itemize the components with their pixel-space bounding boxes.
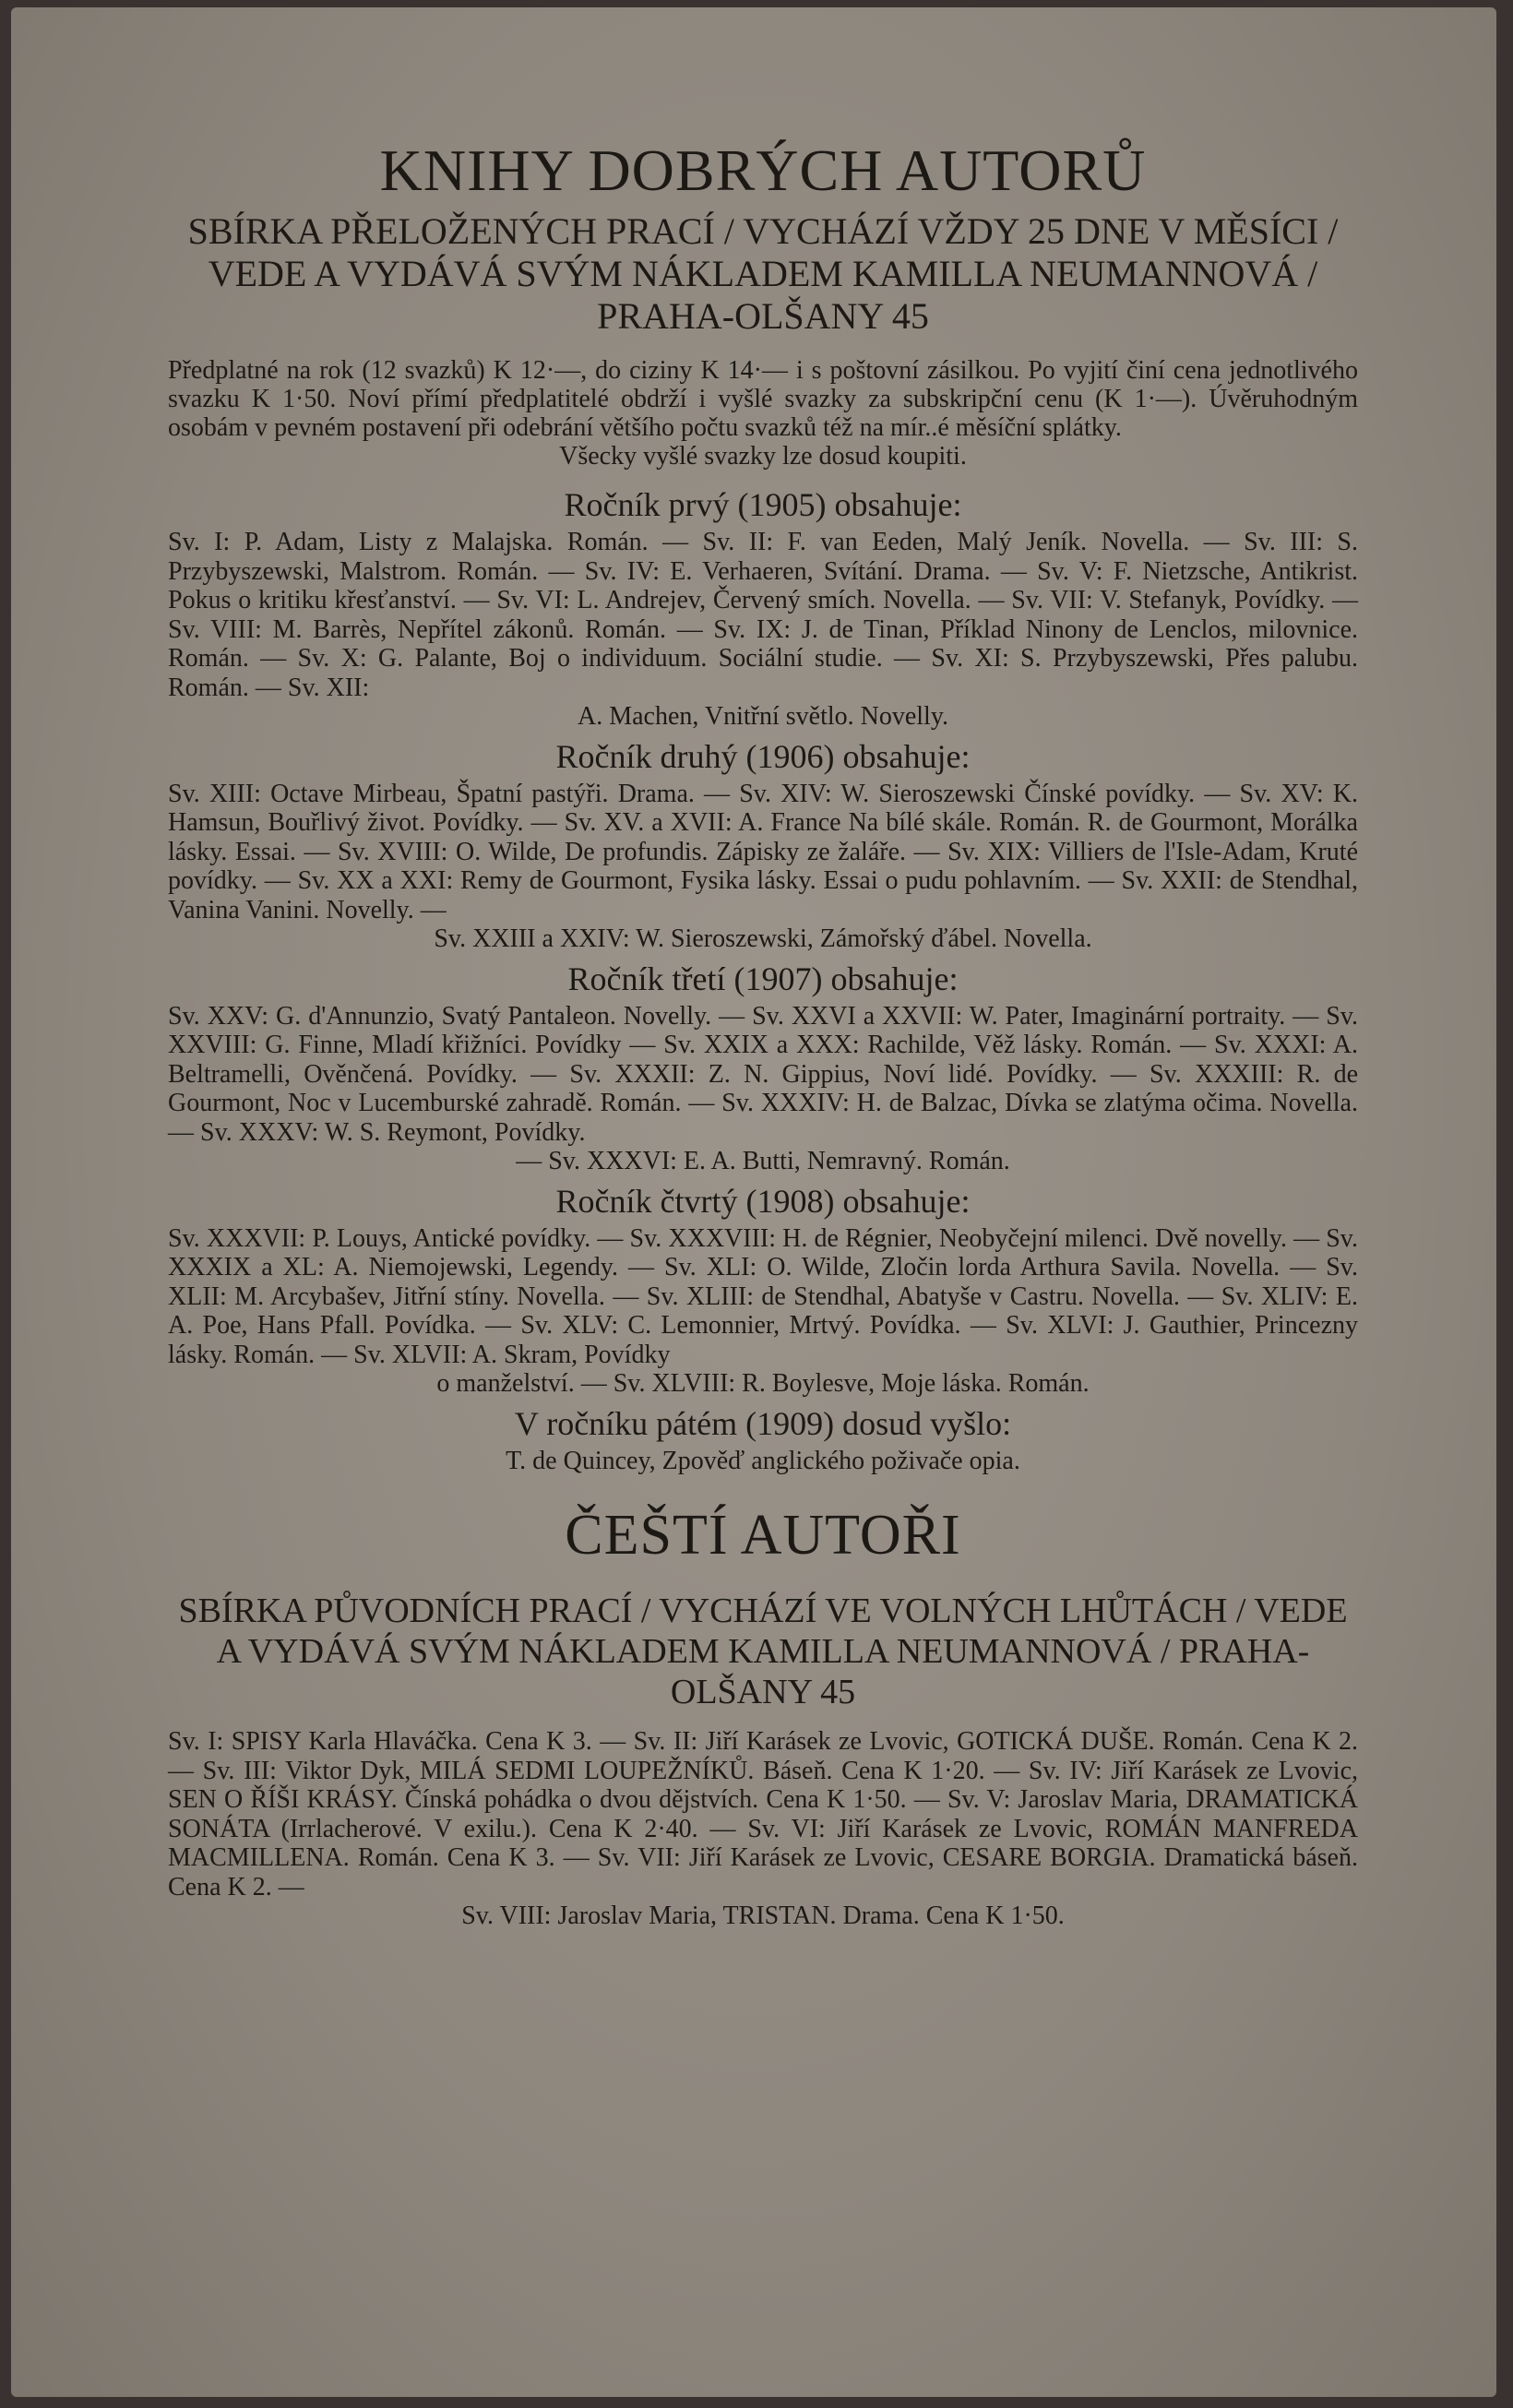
year-contents	[168, 1224, 1358, 1399]
year-1909	[168, 1404, 1358, 1476]
year-text: Sv. XXV: G. d'Annunzio, Svatý Pantaleon. Novelly. — Sv. XXVI a XXVII: W. Pater, Imaginární portraity. — Sv. XXVIII: G. Finne, Mladí křižníci. Povídky — Sv. XXIX a XXX: Rachilde, Věž lásky. Román. — Sv. XXXI: A. Beltramelli, Ověnčená. Povídky. — Sv. XXXII: Z. N. Gippius, Noví lidé. Povídky. — Sv. XXXIII: R. de Gourmont, Noc v Lucemburské zahradě. Román. — Sv. XXXIV: H. de Balzac, Dívka se zlatýma očima. Novella. — Sv. XXXV: W. S. Reymont, Povídky.	[168, 1001, 1358, 1147]
year-1905	[168, 485, 1358, 732]
year-last-line: o manželství. — Sv. XLVIII: R. Boylesve, Moje láska. Román.	[436, 1369, 1090, 1398]
year-text: Sv. I: P. Adam, Listy z Malajska. Román. — Sv. II: F. van Eeden, Malý Jeník. Novella. — Sv. III: S. Przybyszewski, Malstrom. Román. — Sv. IV: E. Verhaeren, Svítání. Drama. — Sv. V: F. Nietzsche, Antikrist. Pokus o kritiku křesťanství. — Sv. VI: L. Andrejev, Červený smích. Novella. — Sv. VII: V. Stefanyk, Povídky. — Sv. VIII: M. Barrès, Nepřítel zákonů. Román. — Sv. IX: J. de Tinan, Příklad Ninony de Lenclos, milovnice. Román. — Sv. X: G. Palante, Boj o individuum. Sociální studie. — Sv. XI: S. Przybyszewski, Přes palubu. Román. — Sv. XII:	[168, 528, 1358, 702]
year-contents	[168, 1002, 1358, 1176]
year-contents	[168, 780, 1358, 954]
czech-series-subtitle: SBÍRKA PŮVODNÍCH PRACÍ / VYCHÁZÍ VE VOLNÝCH LHŮTÁCH / VEDE A VYDÁVÁ SVÝM NÁKLADEM KAMILLA NEUMANNOVÁ / PRAHA-OLŠANY 45	[178, 1591, 1348, 1711]
year-last-line: A. Machen, Vnitřní světlo. Novelly.	[577, 702, 949, 731]
czech-text: Sv. I: SPISY Karla Hlaváčka. Cena K 3. — Sv. II: Jiří Karásek ze Lvovic, GOTICKÁ DUŠE. Román. Cena K 2. — Sv. III: Viktor Dyk, MILÁ SEDMI LOUPEŽNÍKŮ. Báseň. Cena K 1·20. — Sv. IV: Jiří Karásek ze Lvovic, SEN O ŘÍŠI KRÁSY. Čínská pohádka o dvou dějstvích. Cena K 1·50. — Sv. V: Jaroslav Maria, DRAMATICKÁ SONÁTA (Irrlacherové. V exilu.). Cena K 2·40. — Sv. VI: Jiří Karásek ze Lvovic, ROMÁN MANFREDA MACMILLENA. Román. Cena K 3. — Sv. VII: Jiří Karásek ze Lvovic, CESARE BORGIA. Dramatická báseň. Cena K 2. —	[168, 1727, 1358, 1901]
czech-last-line: Sv. VIII: Jaroslav Maria, TRISTAN. Drama. Cena K 1·50.	[461, 1901, 1065, 1930]
year-heading: Ročník prvý (1905) obsahuje:	[564, 486, 962, 523]
subscription-info	[168, 356, 1358, 471]
year-last-line: T. de Quincey, Zpověď anglického poživače opia.	[506, 1446, 1020, 1475]
year-last-line: — Sv. XXXVI: E. A. Butti, Nemravný. Román.	[516, 1147, 1010, 1175]
year-last-line: Sv. XXIII a XXIV: W. Sieroszewski, Zámořský ďábel. Novella.	[434, 924, 1092, 953]
page-text	[168, 137, 1358, 1931]
year-heading: V ročníku pátém (1909) dosud vyšlo:	[514, 1404, 1012, 1442]
year-1907	[168, 960, 1358, 1176]
subscription-text: Předplatné na rok (12 svazků) K 12·—, do ciziny K 14·— i s poštovní zásilkou. Po vyjití činí cena jednotlivého svazku K 1·50. Noví přímí předplatitelé obdrží i vyšlé svazky za subskripční cenu (K 1·—). Úvěruhodným osobám v pevném postavení při odebrání většího počtu svazků též na mír..é měsíční splátky.	[168, 356, 1358, 442]
subscription-last: Všecky vyšlé svazky lze dosud koupiti.	[559, 442, 967, 471]
year-contents	[168, 528, 1358, 732]
year-heading: Ročník čtvrtý (1908) obsahuje:	[555, 1182, 971, 1220]
series-title: KNIHY DOBRÝCH AUTORŮ	[379, 137, 1147, 203]
czech-series-contents	[168, 1727, 1358, 1931]
year-heading: Ročník druhý (1906) obsahuje:	[555, 737, 971, 775]
year-1908	[168, 1182, 1358, 1399]
year-heading: Ročník třetí (1907) obsahuje:	[567, 960, 959, 997]
page-sheet	[11, 7, 1496, 2397]
series-subtitle: SBÍRKA PŘELOŽENÝCH PRACÍ / VYCHÁZÍ VŽDY 25 DNE V MĚSÍCI / VEDE A VYDÁVÁ SVÝM NÁKLADEM KAMILLA NEUMANNOVÁ / PRAHA-OLŠANY 45	[187, 210, 1339, 337]
year-text: Sv. XXXVII: P. Louys, Antické povídky. — Sv. XXXVIII: H. de Régnier, Neobyčejní milenci. Dvě novelly. — Sv. XXXIX a XL: A. Niemojewski, Legendy. — Sv. XLI: O. Wilde, Zločin lorda Arthura Savila. Novella. — Sv. XLII: M. Arcybašev, Jitřní stíny. Novella. — Sv. XLIII: de Stendhal, Abatyše v Castru. Novella. — Sv. XLIV: E. A. Poe, Hans Pfall. Povídka. — Sv. XLV: C. Lemonnier, Mrtvý. Povídka. — Sv. XLVI: J. Gauthier, Princezny lásky. Román. — Sv. XLVII: A. Skram, Povídky	[168, 1223, 1358, 1369]
year-1906	[168, 737, 1358, 954]
year-text: Sv. XIII: Octave Mirbeau, Špatní pastýři. Drama. — Sv. XIV: W. Sieroszewski Čínské povídky. — Sv. XV: K. Hamsun, Bouřlivý život. Povídky. — Sv. XV. a XVII: A. France Na bílé skále. Román. R. de Gourmont, Morálka lásky. Essai. — Sv. XVIII: O. Wilde, De profundis. Zápisky ze žaláře. — Sv. XIX: Villiers de l'Isle-Adam, Kruté povídky. — Sv. XX a XXI: Remy de Gourmont, Fysika lásky. Essai o pudu pohlavním. — Sv. XXII: de Stendhal, Vanina Vanini. Novelly. —	[168, 779, 1358, 924]
czech-series-title: ČEŠTÍ AUTOŘI	[565, 1504, 961, 1567]
